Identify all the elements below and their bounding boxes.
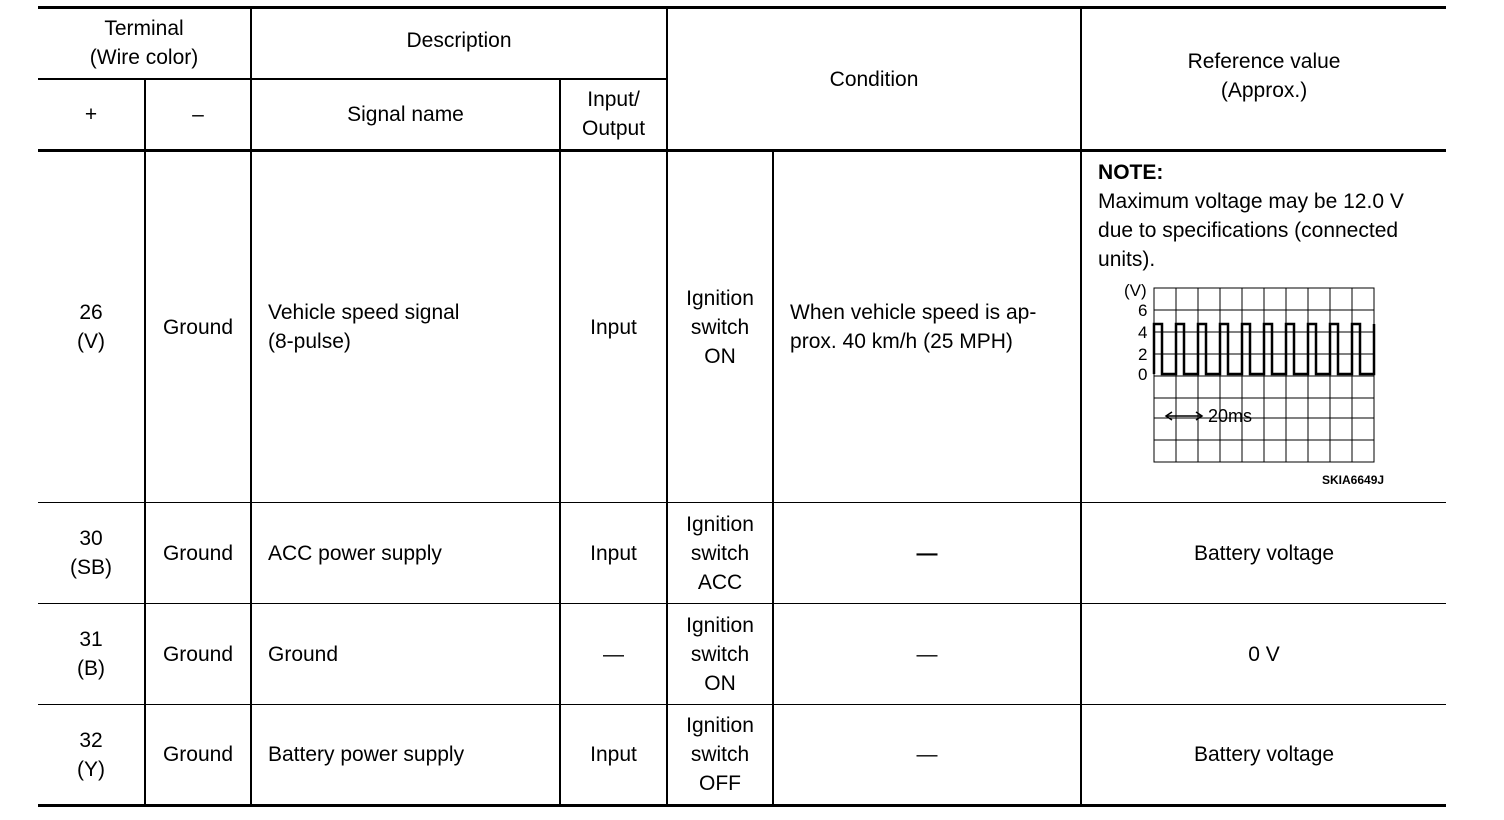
io-cell: Input bbox=[560, 503, 667, 604]
header-minus: – bbox=[145, 79, 251, 151]
header-plus: + bbox=[38, 79, 145, 151]
figure-code: SKIA6649J bbox=[1322, 473, 1385, 487]
header-signal-name: Signal name bbox=[251, 79, 560, 151]
header-description: Description bbox=[251, 8, 667, 79]
terminal-table bbox=[38, 6, 1446, 807]
wire-color: (B) bbox=[77, 657, 105, 680]
io-cell: Input bbox=[560, 151, 667, 503]
table-row bbox=[38, 604, 1446, 705]
waveform-tick-2: 2 bbox=[1138, 345, 1148, 364]
condition-detail-line2: prox. 40 km/h (25 MPH) bbox=[790, 330, 1013, 353]
condition-switch-cell bbox=[667, 705, 773, 806]
terminal-number: 31 bbox=[79, 628, 103, 651]
terminal-minus-cell: Ground bbox=[145, 503, 251, 604]
waveform-tick-0: 0 bbox=[1138, 365, 1148, 384]
reference-value-cell: Battery voltage bbox=[1081, 503, 1446, 604]
terminal-plus-cell bbox=[38, 705, 145, 806]
terminal-plus-cell bbox=[38, 604, 145, 705]
waveform-tick-4: 4 bbox=[1138, 323, 1148, 342]
terminal-number: 30 bbox=[79, 527, 103, 550]
time-scale-label: 20ms bbox=[1208, 406, 1253, 426]
note-title: NOTE: bbox=[1098, 161, 1164, 184]
time-scale-arrow bbox=[1166, 412, 1202, 420]
terminal-minus-cell: Ground bbox=[145, 705, 251, 806]
condition-detail-cell bbox=[773, 151, 1081, 503]
signal-name-line1: Vehicle speed signal bbox=[268, 301, 460, 324]
terminal-plus-cell bbox=[38, 503, 145, 604]
signal-name-line2: (8-pulse) bbox=[268, 330, 351, 353]
table-row bbox=[38, 151, 1446, 503]
condition-switch-cell bbox=[667, 151, 773, 503]
note-line1: Maximum voltage may be 12.0 V bbox=[1098, 190, 1404, 213]
condition-line2: switch bbox=[690, 315, 750, 339]
wire-color: (V) bbox=[77, 330, 105, 353]
condition-switch-cell bbox=[667, 503, 773, 604]
wire-color: (Y) bbox=[77, 757, 105, 781]
condition-detail-line1: When vehicle speed is ap- bbox=[790, 301, 1037, 324]
terminal-number: 32 bbox=[79, 728, 103, 752]
signal-name-cell: Battery power supply bbox=[251, 705, 560, 806]
terminal-minus-cell: Ground bbox=[145, 151, 251, 503]
condition-line2: switch bbox=[690, 642, 750, 666]
terminal-minus-cell: Ground bbox=[145, 604, 251, 705]
io-cell: — bbox=[560, 604, 667, 705]
signal-name-cell: Ground bbox=[251, 604, 560, 705]
condition-line3: ON bbox=[704, 671, 736, 695]
condition-detail-cell: — bbox=[773, 705, 1081, 806]
waveform-figure bbox=[1098, 274, 1446, 494]
io-cell: Input bbox=[560, 705, 667, 806]
note-line2: due to specifications (connected bbox=[1098, 219, 1399, 242]
condition-line3: ON bbox=[704, 344, 736, 368]
condition-line1: Ignition bbox=[686, 286, 754, 310]
waveform-unit: (V) bbox=[1124, 281, 1147, 300]
waveform-svg bbox=[1098, 274, 1428, 494]
table-row bbox=[38, 503, 1446, 604]
condition-line1: Ignition bbox=[686, 714, 754, 737]
terminal-plus-cell bbox=[38, 151, 145, 503]
condition-line2: switch bbox=[690, 541, 750, 565]
signal-name-cell bbox=[251, 151, 560, 503]
header-row-1 bbox=[38, 8, 1446, 79]
condition-line2: switch bbox=[690, 743, 750, 766]
header-reference-line2: (Approx.) bbox=[1220, 79, 1308, 102]
header-terminal-line2: (Wire color) bbox=[89, 46, 199, 70]
header-io-line2: Output bbox=[581, 117, 646, 141]
condition-line1: Ignition bbox=[686, 512, 754, 536]
header-reference bbox=[1081, 8, 1446, 151]
signal-name-cell: ACC power supply bbox=[251, 503, 560, 604]
reference-value-cell: Battery voltage bbox=[1081, 705, 1446, 806]
header-terminal bbox=[38, 8, 251, 79]
wire-color: (SB) bbox=[70, 556, 112, 579]
terminal-table-wrapper bbox=[38, 6, 1446, 807]
reference-value-cell bbox=[1081, 151, 1446, 503]
reference-value-cell: 0 V bbox=[1081, 604, 1446, 705]
condition-line3: OFF bbox=[699, 772, 742, 795]
condition-detail-cell: — bbox=[773, 503, 1081, 604]
waveform-tick-6: 6 bbox=[1138, 301, 1148, 320]
table-row bbox=[38, 705, 1446, 806]
terminal-number: 26 bbox=[79, 301, 103, 324]
header-terminal-line1: Terminal bbox=[104, 17, 184, 41]
condition-line1: Ignition bbox=[686, 613, 754, 637]
note-line3: units). bbox=[1098, 248, 1156, 271]
condition-line3: ACC bbox=[697, 570, 743, 594]
condition-detail-cell: — bbox=[773, 604, 1081, 705]
condition-switch-cell bbox=[667, 604, 773, 705]
header-io-line1: Input/ bbox=[587, 88, 640, 112]
header-input-output bbox=[560, 79, 667, 151]
header-reference-line1: Reference value bbox=[1187, 50, 1341, 73]
header-condition: Condition bbox=[667, 8, 1081, 151]
